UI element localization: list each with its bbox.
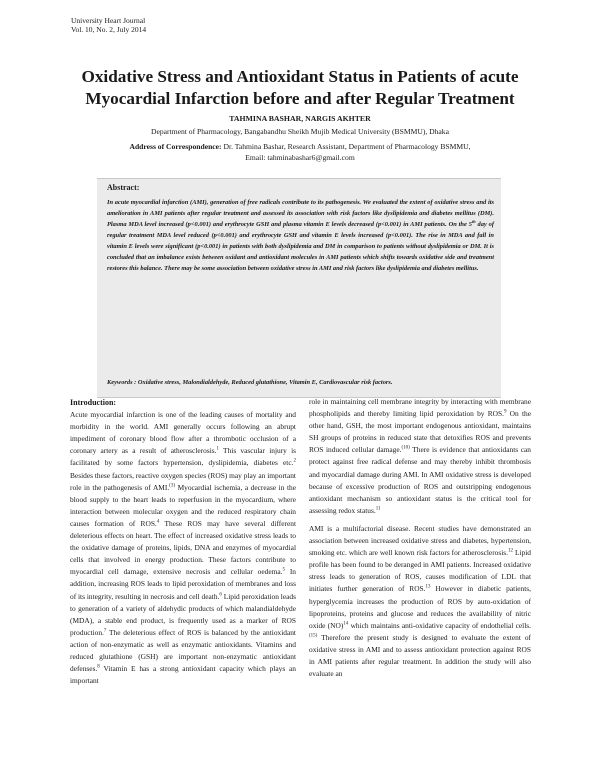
citation: 2 <box>293 459 296 464</box>
intro-text: The deleterious effect of ROS is balanced by the antioxidant action of non-enzymatic as well as enzymatic antioxidants. Vitamins and reduced glutathione (GSH) are important non-enzymatic antioxidant defenses. <box>70 627 296 674</box>
correspondence-label: Address of Correspondence: <box>129 142 222 151</box>
right-column <box>309 396 531 680</box>
intro-text: Myocardial ischemia, a decrease in the blood supply to the heart leads to reperfusion in the myocardium, where interaction between molecular oxygen and the reduced respiratory chain causes formation of ROS. <box>70 482 296 528</box>
intro-text: This vascular injury is facilitated by some factors hypertension, dyslipidemia, diabetes etc. <box>70 446 296 468</box>
intro-text: Lipid peroxidation leads to generation of a variety of aldehydic products of which malandialdehyde (MDA), a stable end product, is frequently used as a marker of ROS production. <box>70 591 296 637</box>
body-text: Therefore the present study is designed to evaluate the extent of oxidative stress in AMI and to assess antioxidant protection against ROS in AMI patients after regular treatment. In addition the study will also evaluate an <box>309 632 531 679</box>
citation: 13 <box>425 584 431 590</box>
intro-text: Vitamin E has a strong antioxidant capacity which plays an important <box>70 664 296 686</box>
citation: 12 <box>508 548 514 554</box>
body-paragraph <box>309 396 531 517</box>
correspondence <box>0 141 600 163</box>
citation: 9 <box>503 409 507 415</box>
citation: (15) <box>309 633 318 639</box>
body-text: AMI is a multifactorial disease. Recent studies have demonstrated an association between increased oxidative stress and diabetes, hypertension, smoking etc. which are well known risk factors for atherosclerosis. <box>309 523 531 558</box>
paper-title <box>40 66 560 110</box>
body-text: Lipid profile has been found to be deranged in AMI patients. Increased oxidative stress leads to generation of ROS, causes modification of LDL that initiates further generation of ROS. <box>309 548 531 594</box>
title-line-1: Oxidative Stress and Antioxidant Status in Patients of acute <box>81 67 519 86</box>
department: Department of Pharmacology, Bangabandhu Sheikh Mujib Medical University (BSMMU), Dhaka <box>151 127 449 136</box>
authors: TAHMINA BASHAR, NARGIS AKHTER <box>229 114 371 123</box>
introduction-heading: Introduction: <box>70 398 117 407</box>
body-text: However in diabetic patients, hyperglycemia increases the production of ROS by auto-oxidation of lipoproteins, proteins and glucose and reduces the availability of nitric oxide (NO) <box>309 584 532 630</box>
citation: 11 <box>375 506 381 512</box>
journal-name: University Heart Journal <box>71 16 146 25</box>
correspondence-email[interactable]: Email: tahminabashar6@gmail.com <box>245 153 355 162</box>
correspondence-text: Dr. Tahmina Bashar, Research Assistant, Department of Pharmacology BSMMU, <box>223 142 471 151</box>
intro-paragraph <box>70 409 296 687</box>
citation: (3) <box>169 483 176 489</box>
left-column <box>70 397 296 687</box>
abstract-sup: th <box>471 218 476 224</box>
citation: 14 <box>343 621 349 627</box>
journal-volume: Vol. 10, No. 2, July 2014 <box>71 25 147 34</box>
body-text: role in maintaining cell membrane integrity by interacting with membrane phospholipids and thereby limiting lipid peroxidation by ROS. <box>309 397 531 419</box>
citation: 4 <box>156 519 160 525</box>
journal-header <box>71 16 146 34</box>
body-text: which maintains anti-oxidative capacity of endothelial cells. <box>348 620 532 630</box>
abstract-text <box>107 197 494 274</box>
citation: 7 <box>103 628 107 634</box>
body-text: There is evidence that antioxidants can protect against free radical defense and may thereby inhibit thrombosis and myocardial damage during AMI. In AMI oxidative stress is developed because of excessive production of ROS and outstripping endogenous antioxidant mechanism so antioxidant status is the critical tool for assessing redox status. <box>309 445 531 515</box>
citation: (10) <box>401 445 410 451</box>
abstract-part-1: In acute myocardial infarction (AMI), generation of free radicals contribute to its pathogenesis. We evaluated the extent of oxidative stress and its amelioration in AMI patients after regular treatment and assessed its association with risk factors like dyslipidemia and diabetes mellitus (DM). Plasma MDA level increased (p<0.001) and erythrocyte GSH and plasma vitamin E levels decreased (p<0.001) in AMI patients. On the 5 <box>107 199 494 228</box>
keywords: Keywords : Oxidative stress, Malondialdehyde, Reduced glutathione, Vitamin E, Cardiovascular risk factors. <box>107 379 393 386</box>
citation: 8 <box>97 664 100 670</box>
citation: 6 <box>219 592 222 598</box>
body-text: On the other hand, GSH, the most important endogenous antioxidant, maintains SH groups of proteins in reduced state that detoxifies ROS and prevents ROS induced cellular damage. <box>309 409 531 455</box>
correspondence-line <box>0 141 600 152</box>
abstract-heading: Abstract: <box>107 183 140 192</box>
intro-text: Acute myocardial infarction is one of the leading causes of mortality and morbidity in the world. AMI generally occurs following an abrupt impediment of coronary blood flow after a thrombotic occlusion of a coronary artery as a result of atherosclerosis. <box>70 410 296 456</box>
title-line-2: Myocardial Infarction before and after Regular Treatment <box>85 89 515 108</box>
intro-text: These ROS may have several different deleterious effects on heart. The effect of increased oxidative stress leads to the oxidative damage of proteins, lipids, DNA and enzymes of myocardial cells that involved in energy production. These factors contribute to myocardial cell damage, extensive necrosis and cellular oedema. <box>70 518 297 577</box>
intro-text: In addition, increasing ROS leads to lipid peroxidation of membranes and loss of its integrity, resulting in necrosis and cell death. <box>70 567 296 601</box>
abstract-part-2: day of regular treatment MDA level reduced (p<0.001) and erythrocyte GSH and vitamin E levels increased (p<0.001). The rise in MDA and fall in vitamin E levels were significant (p<0.001) in patients with both dyslipidemia and DM in comparison to patients without dyslipidemia or DM. It is concluded that an imbalance exists between oxidant and antioxidant molecules in AMI patients which shifts towards oxidative side and treatment restores this balance. There may be some association between oxidative stress in AMI and risk factors like dyslipidemia and diabetes mellitus. <box>107 221 494 272</box>
intro-text: Besides these factors, reactive oxygen species (ROS) may play an important role in the pathogenesis of AMI. <box>70 470 296 492</box>
citation: 5 <box>282 567 285 573</box>
citation: 1 <box>216 446 219 452</box>
body-paragraph <box>309 523 531 680</box>
